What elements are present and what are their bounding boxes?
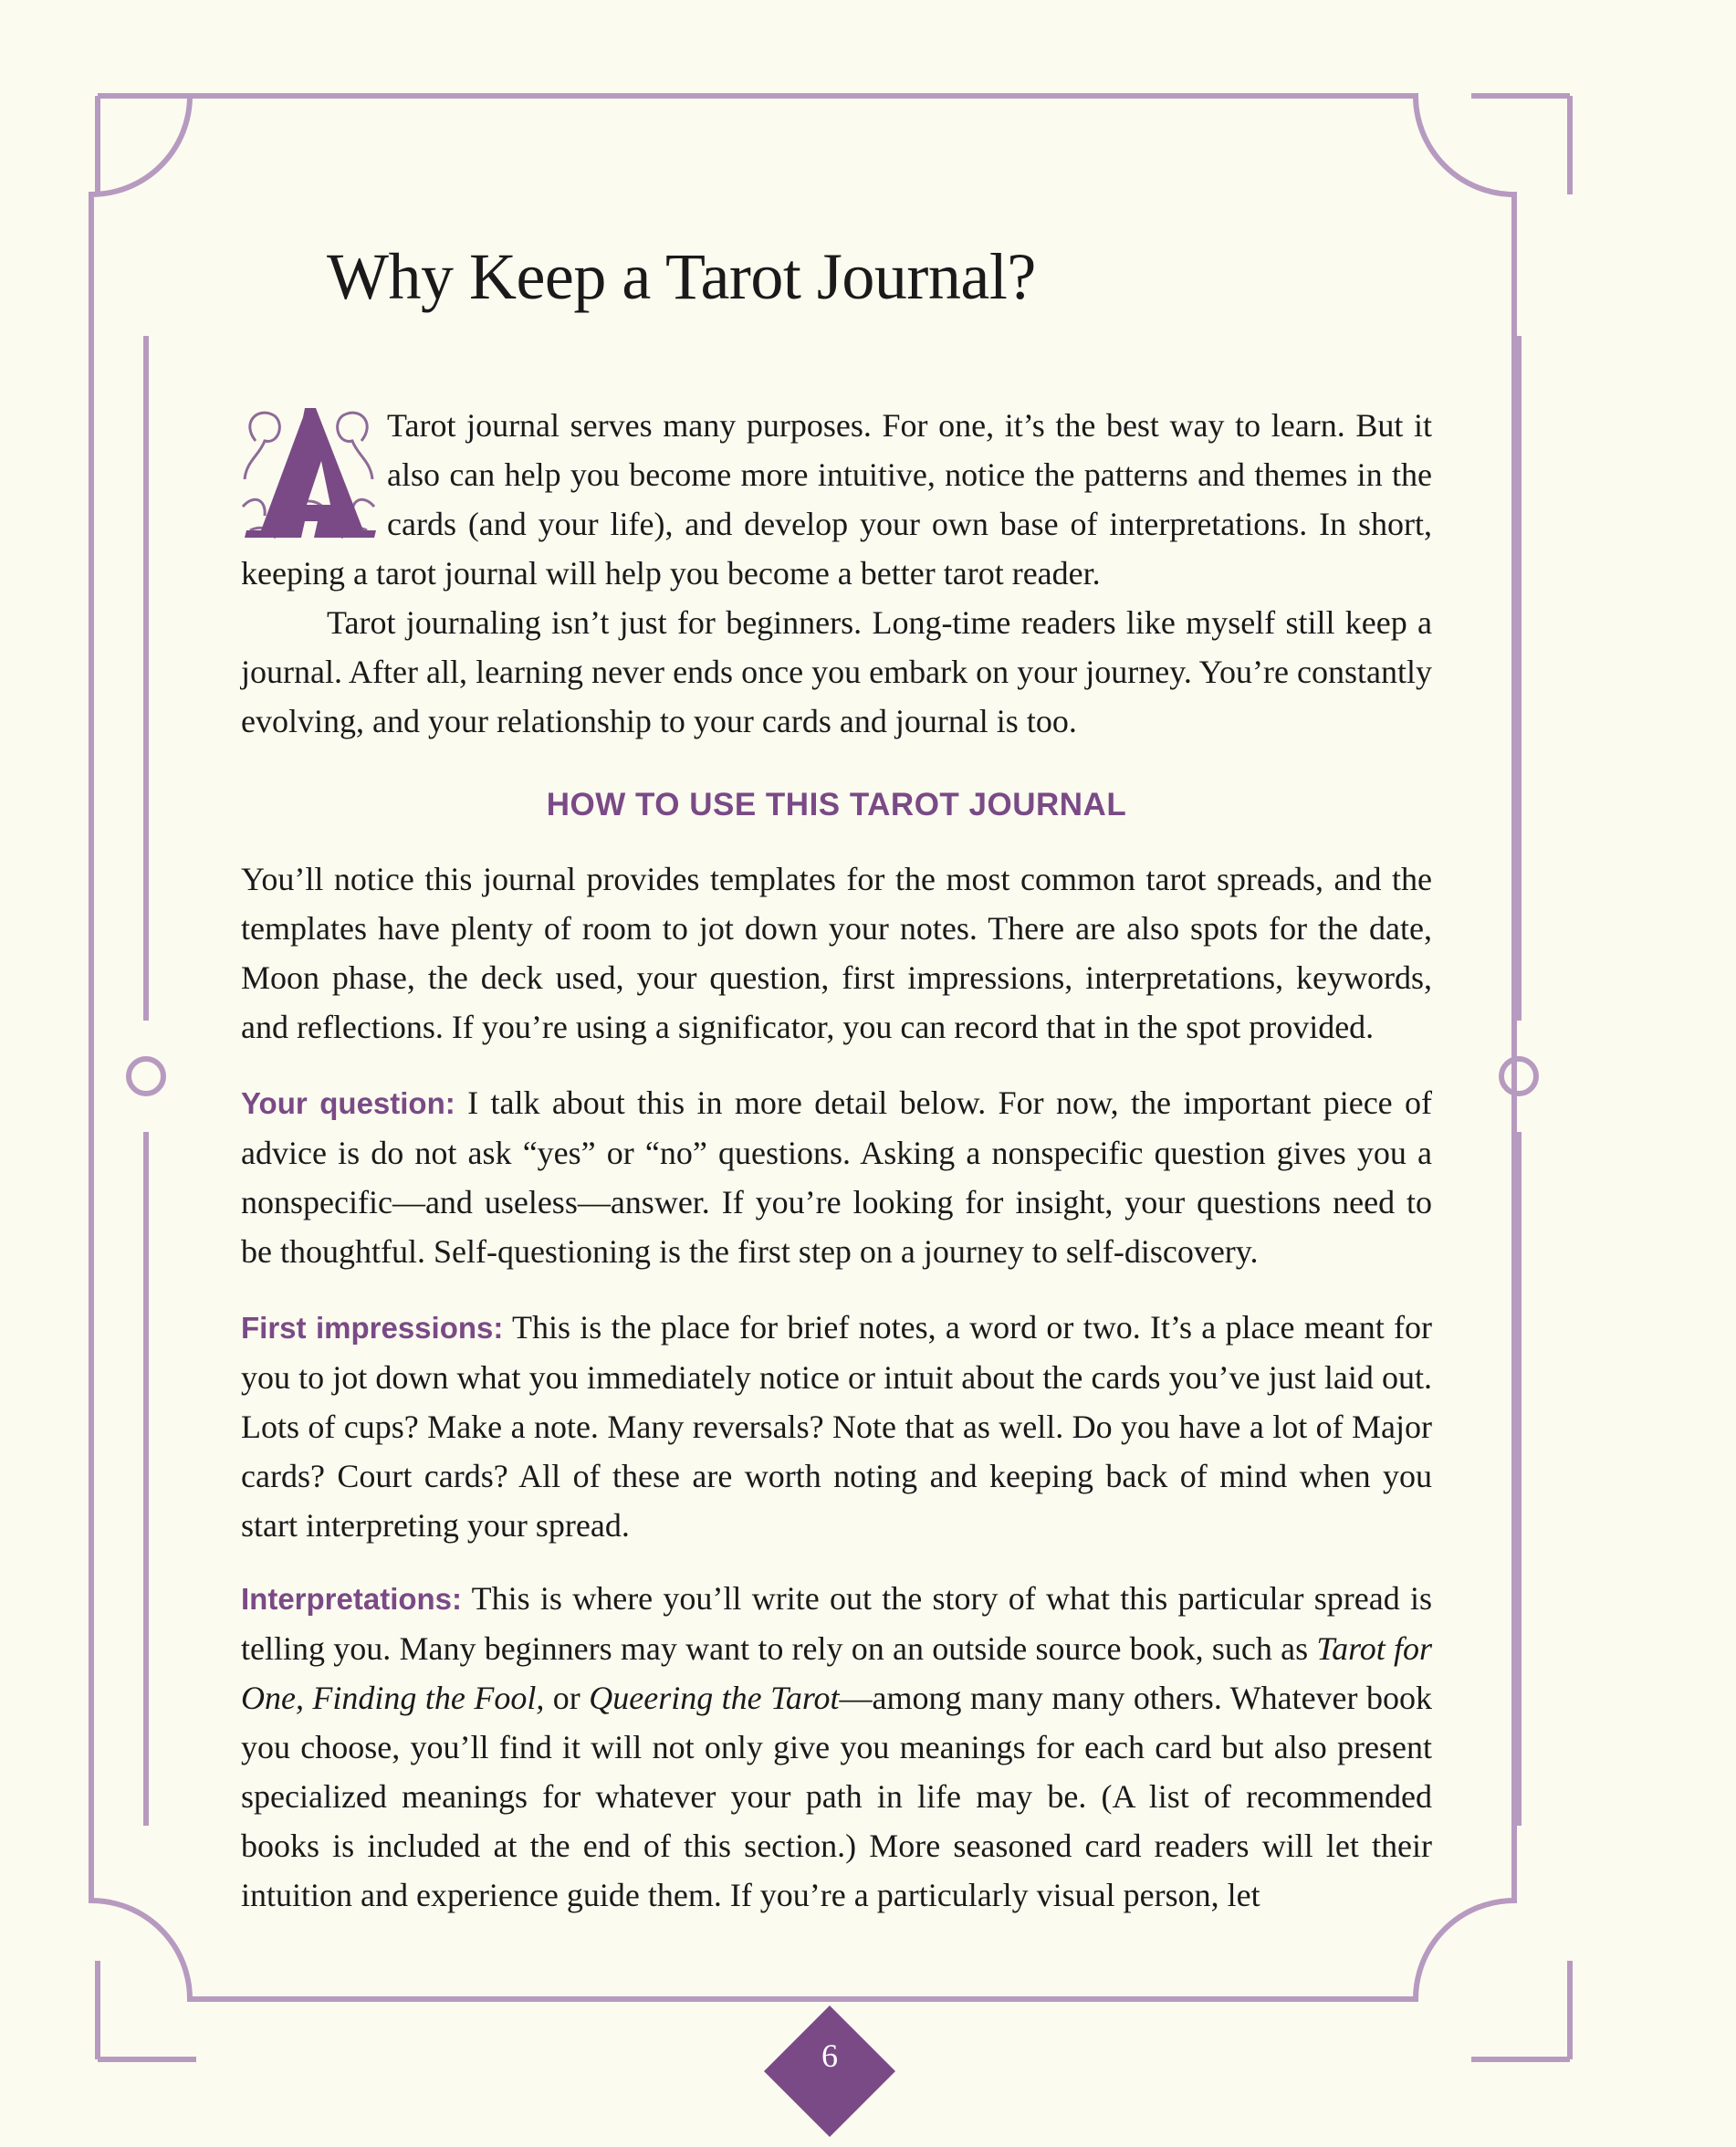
interpretations-text-2: or	[544, 1680, 590, 1716]
intro-paragraph-1: Tarot journal serves many purposes. For one, it’s the best way to learn. But it also can help you become more intuitive, notice the patterns and themes in the cards (and your life), and develop your own base of interpretations. In short, keeping a tarot journal will help you become a better tarot reader.	[241, 407, 1432, 592]
interpretations-entry	[241, 1574, 1432, 1920]
interpretations-label: Interpretations:	[241, 1582, 463, 1616]
page-number: 6	[821, 2037, 838, 2074]
your-question-entry	[241, 1078, 1432, 1276]
your-question-text: I talk about this in more detail below. For now, the important piece of advice is do not ask “yes” or “no” questions. Asking a nonspecific question gives you a nonspecific—and useless—answer. If you’re looking for insight, your questions need to be thoughtful. Self-questioning is the first step on a journey to self-discovery.	[241, 1084, 1433, 1270]
ornamental-drop-cap-a	[237, 404, 380, 541]
how-to-use-paragraph	[241, 854, 1432, 1052]
intro-section	[241, 401, 1432, 746]
your-question-label: Your question:	[241, 1086, 455, 1120]
book-title-1: Tarot for One, Finding the Fool,	[241, 1630, 1433, 1716]
section-heading: HOW TO USE THIS TAROT JOURNAL	[546, 787, 1127, 822]
intro-paragraph-2: Tarot journaling isn’t just for beginners. Long-time readers like myself still keep a journal. After all, learning never ends once you embark on your journey. You’re constantly evolving, and your relationship to your cards and journal is too.	[241, 604, 1432, 739]
first-impressions-text: This is the place for brief notes, a word or two. It’s a place meant for you to jot down what you immediately notice or intuit about the cards you’ve just laid out. Lots of cups? Make a note. Many reversals? Note that as well. Do you have a lot of Major cards? Court cards? All of these are worth noting and keeping back of mind when you start interpreting your spread.	[241, 1309, 1433, 1544]
how-to-use-text: You’ll notice this journal provides templates for the most common tarot spreads, and the templates have plenty of room to jot down your notes. There are also spots for the date, Moon phase, the deck used, your question, first impressions, interpretations, keywords, and reflections. If you’re using a significator, you can record that in the spot provided.	[241, 861, 1432, 1045]
interpretations-text-1: This is where you’ll write out the story of what this particular spread is telling you. Many beginners may want to rely on an outside source book, such as	[241, 1580, 1432, 1667]
book-title-2: Queering the Tarot	[589, 1680, 840, 1716]
page-title: Why Keep a Tarot Journal?	[327, 240, 1036, 313]
first-impressions-label: First impressions:	[241, 1311, 504, 1345]
first-impressions-entry	[241, 1303, 1432, 1550]
interpretations-text-3: —among many many others. Whatever book you choose, you’ll find it will not only give you meanings for each card but also present specialized meanings for whatever your path in life may be. (A list of recommended books is included at the end of this section.) More seasoned card readers will let their intuition and experience guide them. If you’re a particularly visual person, let	[241, 1680, 1432, 1913]
